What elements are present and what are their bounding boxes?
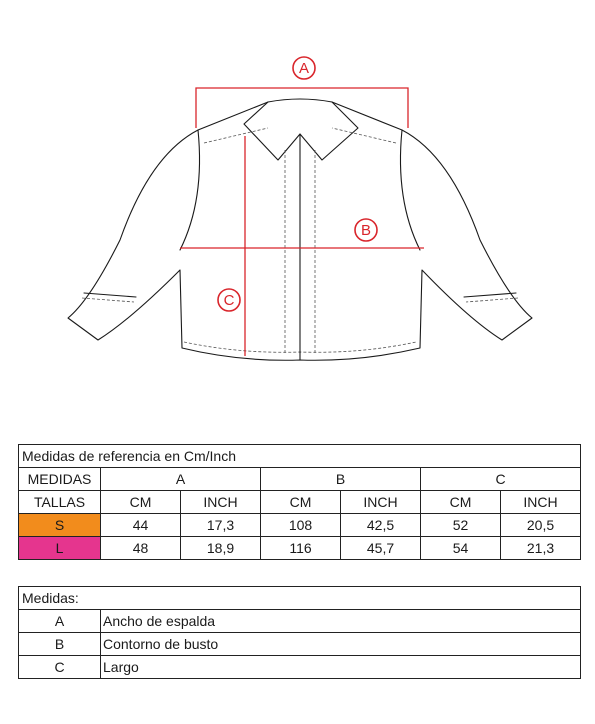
table-row xyxy=(19,537,581,560)
size-table-title-row xyxy=(19,445,581,468)
svg-text:A: A xyxy=(298,60,310,77)
legend-title-row xyxy=(19,587,581,610)
legend-title: Medidas: xyxy=(19,587,581,610)
list-item xyxy=(19,610,581,633)
list-item xyxy=(19,633,581,656)
jacket-outline xyxy=(68,99,532,360)
table-cell: 20,5 xyxy=(501,514,581,537)
legend-desc: Ancho de espalda xyxy=(101,610,581,633)
table-cell: 45,7 xyxy=(341,537,421,560)
size-table xyxy=(18,444,581,560)
table-row xyxy=(19,514,581,537)
legend-key: A xyxy=(19,610,101,633)
legend-table xyxy=(18,586,581,679)
group-c-header: C xyxy=(421,468,581,491)
medidas-label: MEDIDAS xyxy=(19,468,101,491)
size-table-unit-row xyxy=(19,491,581,514)
table-cell: 108 xyxy=(261,514,341,537)
table-cell: 48 xyxy=(101,537,181,560)
table-cell: 54 xyxy=(421,537,501,560)
table-cell: 17,3 xyxy=(181,514,261,537)
group-b-header: B xyxy=(261,468,421,491)
measure-b xyxy=(180,219,424,248)
table-cell: 44 xyxy=(101,514,181,537)
legend-desc: Largo xyxy=(101,656,581,679)
legend-key: B xyxy=(19,633,101,656)
unit-header: CM xyxy=(101,491,181,514)
unit-header: CM xyxy=(261,491,341,514)
svg-text:C: C xyxy=(223,292,235,309)
table-cell: 116 xyxy=(261,537,341,560)
tallas-label: TALLAS xyxy=(19,491,101,514)
svg-text:B: B xyxy=(360,222,372,239)
table-cell: 42,5 xyxy=(341,514,421,537)
legend-desc: Contorno de busto xyxy=(101,633,581,656)
list-item xyxy=(19,656,581,679)
legend-key: C xyxy=(19,656,101,679)
size-table-group-row xyxy=(19,468,581,491)
table-cell: 52 xyxy=(421,514,501,537)
size-table-title: Medidas de referencia en Cm/Inch xyxy=(19,445,581,468)
table-cell: 21,3 xyxy=(501,537,581,560)
unit-header: INCH xyxy=(501,491,581,514)
size-l-cell: L xyxy=(19,537,101,560)
measure-a xyxy=(196,57,408,128)
group-a-header: A xyxy=(101,468,261,491)
marker-a xyxy=(293,57,315,79)
marker-b xyxy=(355,219,377,241)
unit-header: INCH xyxy=(341,491,421,514)
unit-header: INCH xyxy=(181,491,261,514)
marker-c xyxy=(218,289,240,311)
table-cell: 18,9 xyxy=(181,537,261,560)
measure-c xyxy=(218,136,245,356)
unit-header: CM xyxy=(421,491,501,514)
size-s-cell: S xyxy=(19,514,101,537)
